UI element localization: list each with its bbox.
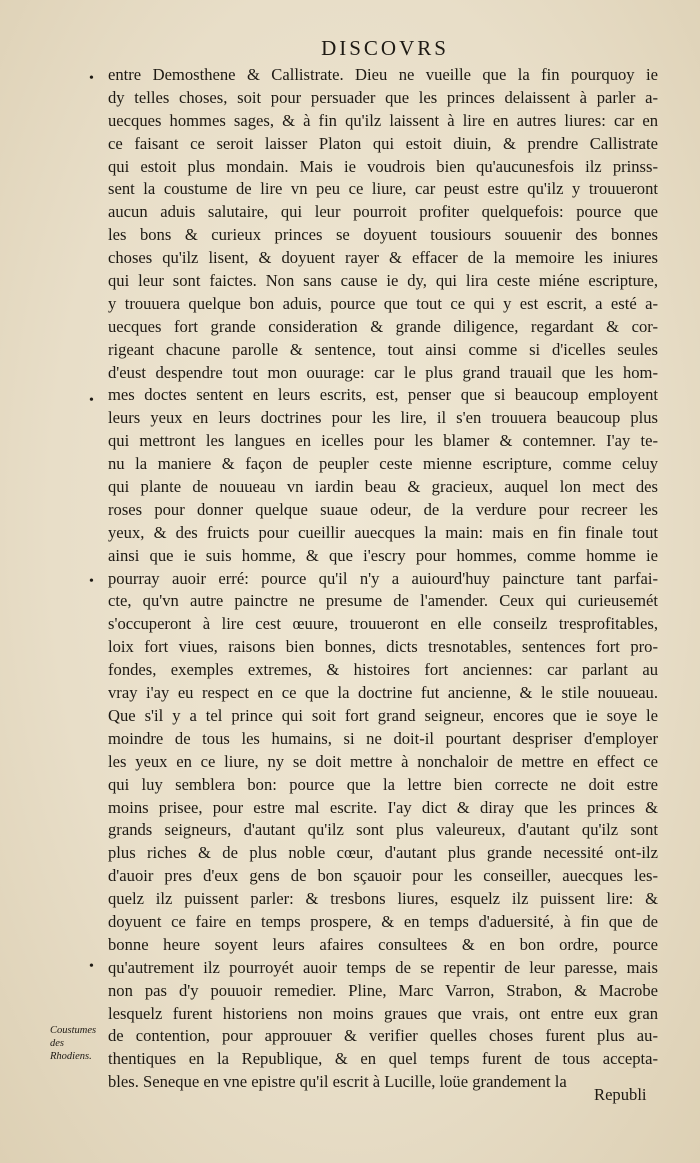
text-line: bonne heure soyent leurs afaires consultees & en bon ordre, pource — [108, 934, 658, 954]
margin-mark: • — [89, 71, 94, 86]
text-line: nu la maniere & façon de peupler ceste mienne escripture, comme celuy — [108, 454, 658, 474]
margin-mark: • — [89, 393, 94, 408]
text-line: les yeux en ce liure, ny se doit mettre à nonchaloir de mettre en effect ce — [108, 751, 658, 771]
text-line: plus riches & de plus noble cœur, d'autant plus grande necessité ont-ilz — [108, 843, 658, 863]
text-line: cte, qu'vn autre painctre ne presume de l'amender. Ceux qui curieusemét — [108, 591, 658, 611]
text-line: dy telles choses, soit pour persuader que les princes delaissent à parler a- — [108, 87, 658, 107]
margin-mark: • — [89, 574, 94, 589]
text-line: sent la coustume de lire vn peu ce liure, car peust estre qu'ilz y trouueront — [108, 179, 658, 199]
text-line: ce faisant ce seroit laisser Platon qui estoit diuin, & prendre Callistrate — [108, 133, 658, 153]
text-line: fondes, exemples extremes, & histoires fort anciennes: car parlant au — [108, 660, 658, 680]
text-line: lesquelz furent historiens non moins graues que vrais, ont entre eux gran — [108, 1003, 658, 1023]
text-line: quelz ilz puissent parler: & tresbons liures, esquelz ilz puissent lire: & — [108, 889, 658, 909]
text-line: roses pour donner quelque suaue odeur, de la verdure pour recreer les — [108, 499, 658, 519]
catchword: Republi — [594, 1085, 647, 1104]
text-line: bles. Seneque en vne epistre qu'il escrit à Lucille, loüe grandement la — [108, 1072, 567, 1092]
text-line: uecques hommes sages, & à fin qu'ilz laissent à lire en autres liures: car en — [108, 110, 658, 130]
text-line: y trouuera quelque bon aduis, pource que tout ce qui y est escrit, a esté a- — [108, 293, 658, 313]
text-line: leurs yeux en leurs doctrines pour les lire, il s'en trouuera beaucoup plus — [108, 408, 658, 428]
text-line: uecques fort grande consideration & grande diligence, regardant & cor- — [108, 316, 658, 336]
text-line: mes doctes sentent en leurs escrits, est, penser que si beaucoup employent — [108, 385, 658, 405]
page-text — [108, 64, 658, 1094]
text-line: qui estoit plus mondain. Mais ie voudrois bien qu'aucunesfois ilz prinss- — [108, 156, 658, 176]
text-line: vray i'ay eu respect en ce que la doctrine fut ancienne, & le stile nouueau. — [108, 683, 658, 703]
text-line: entre Demosthene & Callistrate. Dieu ne vueille que la fin pourquoy ie — [108, 65, 658, 84]
text-line: thentiques en la Republique, & en quel temps furent de tous accepta- — [108, 1049, 658, 1069]
text-line: choses qu'ilz lisent, & doyuent rayer & effacer de la memoire les iniures — [108, 248, 658, 268]
text-line: d'auoir pres d'eux gens de bon sçauoir pour les conseiller, auecques les- — [108, 866, 658, 886]
text-line: aucun aduis salutaire, qui leur pourroit profiter quelquefois: pource que — [108, 202, 658, 222]
margin-note: Coustumes des Rhodiens. — [50, 1025, 97, 1062]
text-line: doyuent ce faire en temps prospere, & en temps d'aduersité, à fin que de — [108, 911, 658, 931]
margin-mark: • — [89, 959, 94, 974]
text-line: non pas d'y pouuoir remedier. Pline, Marc Varron, Strabon, & Macrobe — [108, 980, 658, 1000]
text-line: s'occuperont à lire cest œuure, trouueront en elle conseilz tresprofitables, — [108, 614, 658, 634]
text-line: d'eust despendre tout mon ouurage: car le plus grand trauail que les hom- — [108, 362, 658, 382]
text-line: rigeant chacune parolle & sentence, tout ainsi comme si d'icelles seules — [108, 339, 658, 359]
text-line: qui mettront les langues en icelles pour les blamer & contemner. I'ay te- — [108, 431, 658, 451]
text-line: loix fort viues, raisons bien bonnes, dicts tresnotables, sentences fort pro- — [108, 637, 658, 657]
text-line: de contention, pour approuuer & verifier quelles choses furent plus au- — [108, 1026, 658, 1046]
text-line: qui luy semblera bon: pource que la lettre bien correcte ne doit estre — [108, 774, 658, 794]
text-line: qu'autrement ilz pourroyét auoir temps de se repentir de leur paresse, mais — [108, 957, 658, 977]
text-line: moins prisee, pour estre mal escrite. I'ay dict & diray que les princes & — [108, 797, 658, 817]
text-line: grands seigneurs, d'autant qu'ilz sont plus valeureux, d'autant qu'ilz sont — [108, 820, 658, 840]
text-line: yeux, & des fruicts pour cueillir auecques la main: mais en fin finale tout — [108, 522, 658, 542]
text-line: Que s'il y a tel prince qui soit fort grand seigneur, encores que ie soye le — [108, 705, 658, 725]
text-line: ainsi que ie suis homme, & que i'escry pour hommes, comme homme ie — [108, 545, 658, 565]
text-line: les bons & curieux princes se doyuent tousiours souuenir des bonnes — [108, 225, 658, 245]
text-line: qui plante de nouueau vn iardin beau & gracieux, auquel lon mect des — [108, 477, 658, 497]
running-header: DISCOVRS — [321, 36, 449, 60]
text-line: moindre de tous les humains, si ne doit-il pourtant despriser d'employer — [108, 728, 658, 748]
text-line: pourray auoir erré: pource qu'il n'y a auiourd'huy paincture tant parfai- — [108, 568, 658, 588]
text-line: qui leur sont faictes. Non sans cause ie dy, qui lira ceste miéne escripture, — [108, 271, 658, 291]
